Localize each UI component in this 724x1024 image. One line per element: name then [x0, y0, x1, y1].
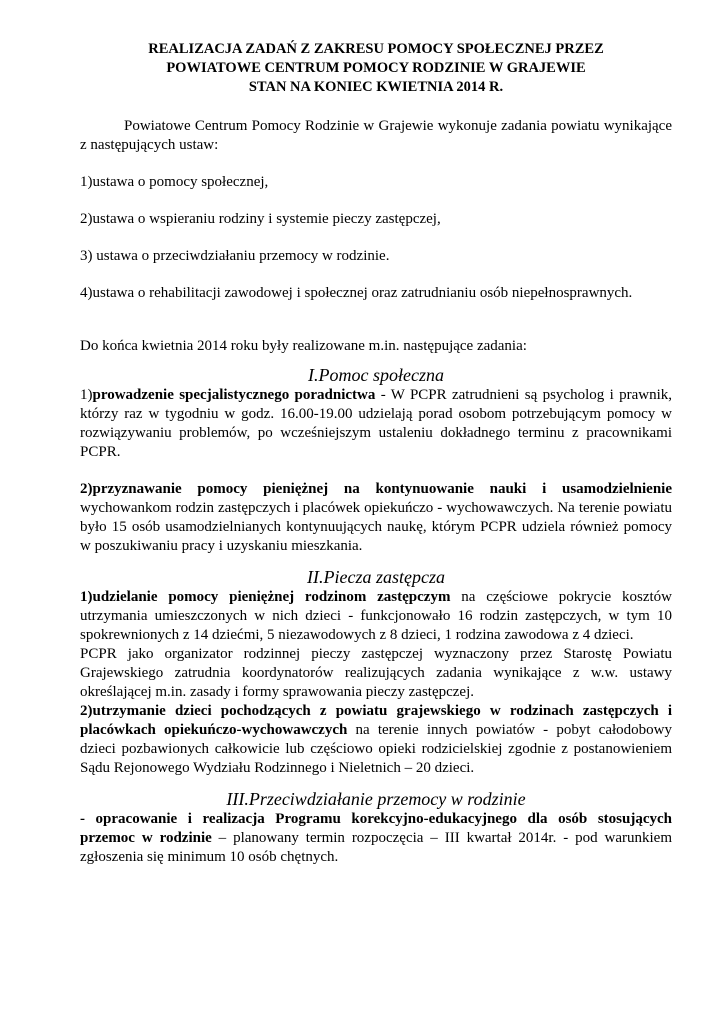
section-1-item-1-number: 1) [80, 387, 93, 403]
law-item-2: 2)ustawa o wspieraniu rodziny i systemie pieczy zastępczej, [80, 211, 441, 227]
intro-paragraph: Powiatowe Centrum Pomocy Rodzinie w Grajewie wykonuje zadania powiatu wynikające z następujących ustaw: [80, 118, 672, 153]
section-2-item-1-text: na częściowe pokrycie kosztów utrzymania umieszczonych w nich dzieci - funkcjonowało 16 rodzin zastępczych, w tym 10 spokrewnionych z 14 dziećmi, 5 niezawodowych z 8 dzieci, 1 rodzina zawodowa z 4 dzieci. [80, 589, 672, 643]
section-2-item-2 [80, 702, 672, 778]
document-title [80, 40, 672, 97]
section-2-paragraph: PCPR jako organizator rodzinnej pieczy zastępczej wyznaczony przez Starostę Powiatu Grajewskiego zatrudnia koordynatorów realizujących zadania wynikające z w.w. ustawy określającej m.in. zasady i formy sprawowania pieczy zastępczej. [80, 646, 672, 700]
section-1-item-2-heading: 2)przyznawanie pomocy pieniężnej na kontynuowanie nauki i usamodzielnienie [80, 481, 672, 497]
section-1-item-2-text: wychowankom rodzin zastępczych i placówek opiekuńczo - wychowawczych. Na terenie powiatu było 15 osób usamodzielnianych kontynuujących naukę, którym PCPR udziela również pomocy w poszukiwaniu pracy i uzyskaniu mieszkania. [80, 500, 672, 554]
section-2-item-2-text: na terenie innych powiatów - pobyt całodobowy dzieci pozbawionych całkowicie lub częściowo opieki rodzicielskiej zgodnie z postanowieniem Sądu Rejonowego Wydziału Rodzinnego i Nieletnich – 20 dzieci. [80, 722, 672, 776]
law-item-1: 1)ustawa o pomocy społecznej, [80, 174, 269, 190]
section-2-title: II.Piecza zastępcza [307, 567, 445, 587]
section-2-item-2-heading: 2)utrzymanie dzieci pochodzących z powiatu grajewskiego w rodzinach zastępczych i placówkach opiekuńczo-wychowawczych [80, 703, 672, 738]
section-3-item-1-text: – planowany termin rozpoczęcia – III kwartał 2014r. - pod warunkiem zgłoszenia się minimum 10 osób chętnych. [80, 830, 672, 865]
law-item-4: 4)ustawa o rehabilitacji zawodowej i społecznej oraz zatrudnianiu osób niepełnosprawnych. [80, 285, 633, 301]
section-3-item-1 [80, 810, 672, 867]
title-line-2: POWIATOWE CENTRUM POMOCY RODZINIE W GRAJEWIE [166, 60, 586, 76]
tasks-intro: Do końca kwietnia 2014 roku były realizowane m.in. następujące zadania: [80, 338, 527, 354]
title-line-1: REALIZACJA ZADAŃ Z ZAKRESU POMOCY SPOŁECZNEJ PRZEZ [148, 41, 604, 57]
section-2-item-1 [80, 588, 672, 645]
section-3-item-1-heading: - opracowanie i realizacja Programu korekcyjno-edukacyjnego dla osób stosujących przemoc w rodzinie [80, 811, 672, 846]
section-3-title: III.Przeciwdziałanie przemocy w rodzinie [226, 789, 526, 809]
section-2-item-1-heading: 1)udzielanie pomocy pieniężnej rodzinom zastępczym [80, 589, 451, 605]
section-1-item-1 [80, 386, 672, 462]
section-1-item-1-text: - W PCPR zatrudnieni są psycholog i prawnik, którzy raz w tygodniu w godz. 16.00-19.00 udzielają porad osobom potrzebującym pomocy w rozwiązywaniu problemów, po wcześniejszym ustaleniu dokładnego terminu z pracownikami PCPR. [80, 387, 672, 460]
section-1-title: I.Pomoc społeczna [308, 365, 444, 385]
law-item-3: 3) ustawa o przeciwdziałaniu przemocy w rodzinie. [80, 248, 390, 264]
section-1-item-2 [80, 480, 672, 556]
title-line-3: STAN NA KONIEC KWIETNIA 2014 R. [248, 79, 504, 95]
section-1-item-1-heading: prowadzenie specjalistycznego poradnictwa [92, 387, 376, 403]
